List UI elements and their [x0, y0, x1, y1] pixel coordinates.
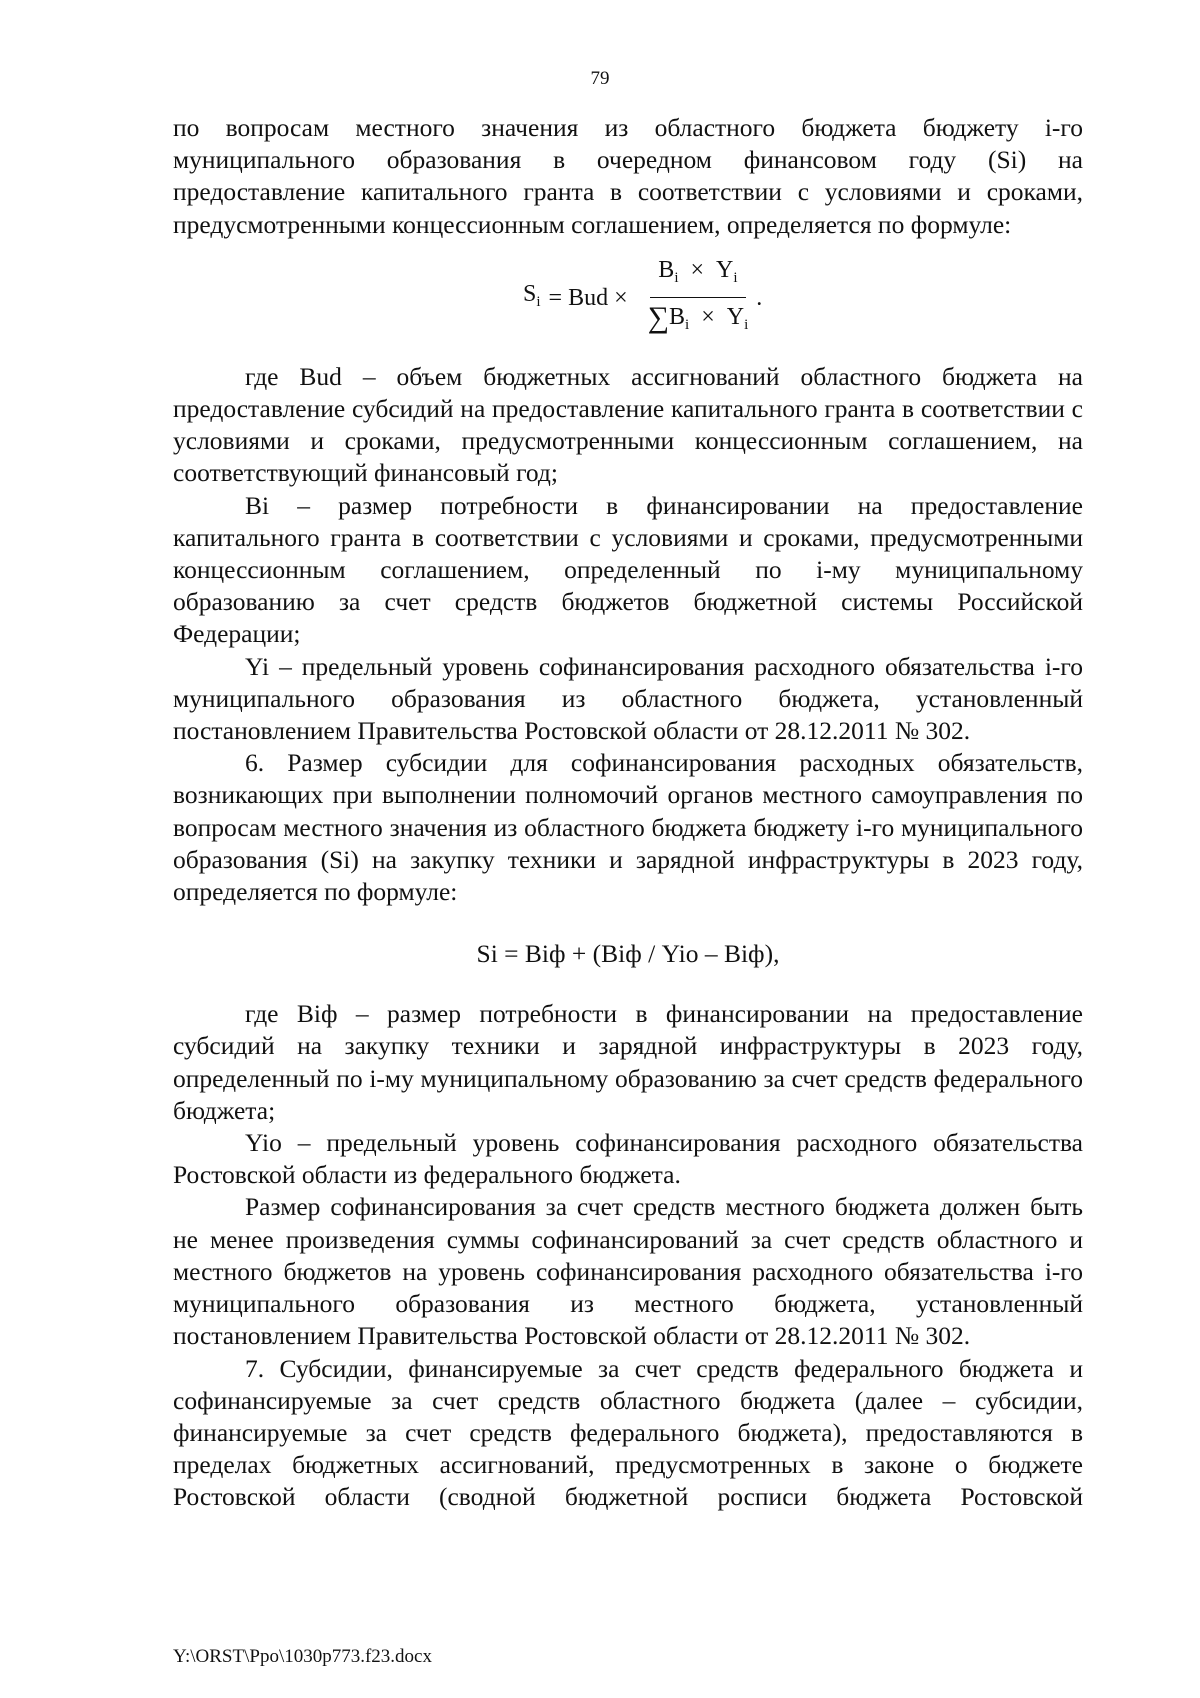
document-body — [173, 112, 1083, 1514]
paragraph-bud-definition: где Bud – объем бюджетных ассигнований областного бюджета на предоставление субсидий на предоставление капитального гранта в соответствии с условиями и сроками, предусмотренными концессионным соглашением, на соответствующий финансовый год; — [173, 361, 1083, 488]
paragraph-bi-definition: Вi – размер потребности в финансировании на предоставление капитального гранта в соответствии с условиями и сроками, предусмотренными концессионным соглашением, определенный по i-му муниципальному образованию за счет средств бюджетов бюджетной системы Российской Федерации; — [173, 490, 1083, 649]
formula-period: . — [756, 284, 763, 311]
formula-numerator: $B_i \times Y_i$ — [650, 254, 745, 298]
formula-bud-term: = Bud × — [548, 284, 628, 311]
footer-file-path: Y:\ORST\Ppo\1030p773.f23.docx — [173, 1646, 432, 1667]
paragraph-yi-definition: Yi – предельный уровень софинансирования расходного обязательства i-го муниципального образования из областного бюджета, установленный постановлением Правительства Ростовской области от 28.12.2011 № 302. — [173, 651, 1083, 746]
paragraph-local-cofinancing: Размер софинансирования за счет средств местного бюджета должен быть не менее произведения суммы софинансирований за счет средств областного и местного бюджетов на уровень софинансирования расходного обязательства i-го муниципального образования из местного бюджета, установленный постановлением Правительства Ростовской области от 28.12.2011 № 302. — [173, 1192, 1083, 1351]
formula-lhs: $S_i$ — [523, 280, 541, 310]
formula-denominator: $\sum B_i \times Y_i$ — [647, 301, 749, 335]
page-number: 79 — [590, 68, 610, 89]
paragraph-bif-definition: где Вiф – размер потребности в финансировании на предоставление субсидий на закупку техники и зарядной инфраструктуры в 2023 году, определенный по i-му муниципальному образованию за счет средств федерального бюджета; — [173, 999, 1083, 1125]
paragraph-yio-definition: Yio – предельный уровень софинансирования расходного обязательства Ростовской области из федерального бюджета. — [173, 1128, 1083, 1190]
formula-equipment-subsidy — [173, 908, 1083, 998]
formula-fraction — [640, 254, 757, 341]
paragraph-section-6: 6. Размер субсидии для софинансирования расходных обязательств, возникающих при выполнении полномочий органов местного самоуправления по вопросам местного значения из областного бюджета бюджету i-го муниципального образования (Si) на закупку техники и зарядной инфраструктуры в 2023 году, определяется по формуле: — [173, 748, 1083, 907]
formula-capital-grant — [173, 241, 1083, 361]
paragraph-formula-intro: по вопросам местного значения из областного бюджета бюджету i-го муниципального образования в очередном финансовом году (Si) на предоставление капитального гранта в соответствии с условиями и сроками, предусмотренными концессионным соглашением, определяется по формуле: — [173, 113, 1083, 239]
formula-equipment-text: Si = Вiф + (Вiф / Yio – Вiф), — [476, 939, 780, 969]
paragraph-section-7: 7. Субсидии, финансируемые за счет средств федерального бюджета и софинансируемые за счет средств областного бюджета (далее – субсидии, финансируемые за счет средств федерального бюджета), предоставляются в пределах бюджетных ассигнований, предусмотренных в законе о бюджете Ростовской области (сводной бюджетной росписи бюджета Ростовской — [173, 1353, 1083, 1512]
